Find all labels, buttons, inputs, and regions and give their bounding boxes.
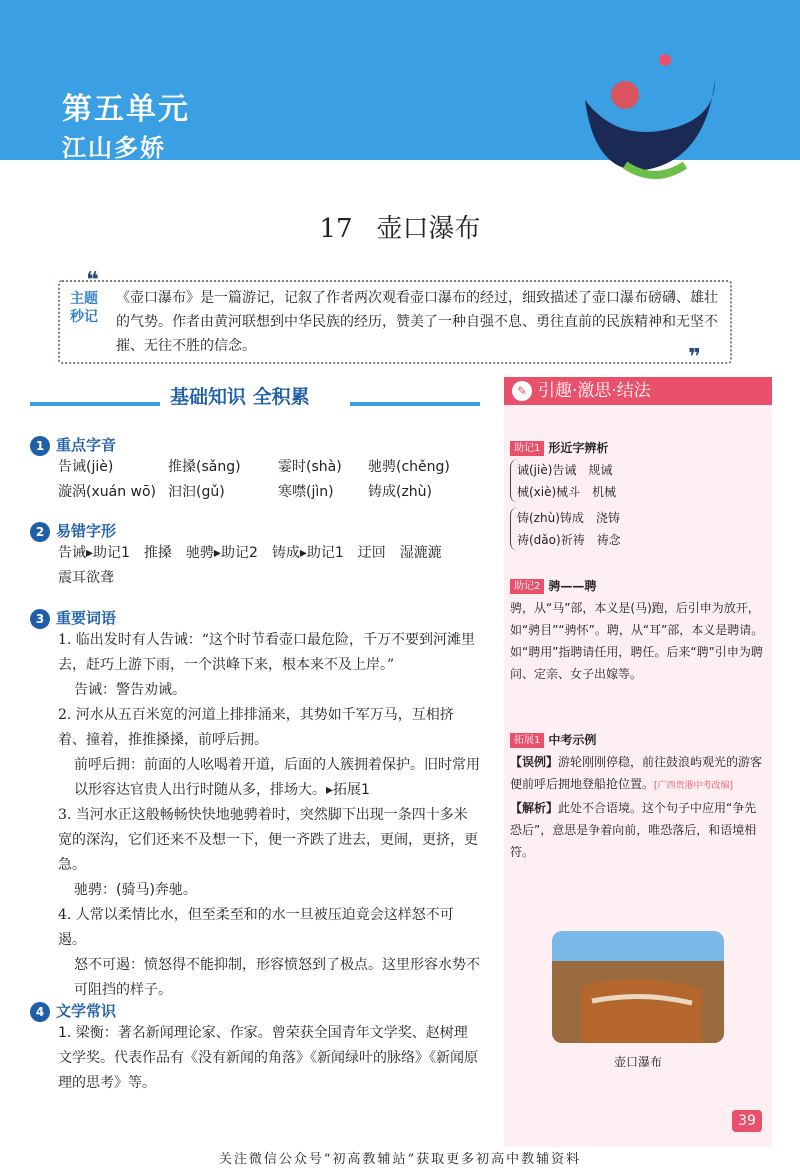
pronunciation-grid: 告诫(jiè) 推搡(sǎng) 霎时(shà) 驰骋(chěng) 漩涡(xuán wō) 汩汩(gǔ) 寒噤(jìn) 铸成(zhù) xyxy=(58,459,450,500)
section-bar xyxy=(30,382,480,408)
summary-tag: 主题秒记 xyxy=(70,291,98,325)
close-quote-icon: ❞ xyxy=(688,345,701,370)
whale-illustration xyxy=(565,40,725,190)
footer-note: 关注微信公众号“初高教辅站”获取更多初高中教辅资料 xyxy=(218,1152,582,1167)
unit-title: 第五单元 xyxy=(62,92,190,127)
s4-heading: 4 文学常识 xyxy=(30,1000,116,1022)
sidebar-head-icon: ✎ xyxy=(512,381,532,401)
s3-heading: 3 重要词语 xyxy=(30,607,116,629)
section-title: 基础知识 全积累 xyxy=(170,386,310,408)
right-sidebar xyxy=(504,377,772,1147)
sidebar-header: ✎ 引趣·激思·结法 xyxy=(504,377,772,405)
summary-text: 《壶口瀑布》是一篇游记，记叙了作者两次观看壶口瀑布的经过，细致描述了壶口瀑布磅礴、雄壮的气势。作者由黄河联想到中华民族的经历，赞美了一种自强不息、勇往直前的民族精神和无坚不摧、无往不胜的信念。 xyxy=(116,290,718,354)
photo-caption: 壶口瀑布 xyxy=(613,1055,662,1069)
page-number: 39 xyxy=(732,1110,762,1132)
vocab-list: 1. 临出发时有人告诫：“这个时节看壶口最危险，千万不要到河滩里去，赶巧上游下雨，一个洪峰下来，根本来不及上岸。” 告诫：警告劝诫。 2. 河水从五百米宽的河道上排排涌来，其势如千军万马，互相挤着、撞着，推推搡搡，前呼后拥。 前呼后拥：前面的人吆喝着开道，后面的人簇拥着保护。旧时常用以形容达官贵人出行时随从多，排场大。▸拓展1 3. 当河水正这般畅畅快快地驰骋着时，突然脚下出现一条四十多米宽的深沟，它们还来不及想一下，便一齐跌了进去，更闹，更挤，更急。 驰骋：(骑马)奔驰。 4. 人常以柔情比水，但至柔至和的水一旦被压迫竟会这样怒不可遏。 怒不可遏：愤怒得不能抑制，形容愤怒到了极点。这里形容水势不可阻挡的样子。 xyxy=(58,632,480,998)
theme-summary-box xyxy=(58,280,732,364)
unit-theme: 江山多娇 xyxy=(62,134,166,162)
open-quote-icon: ❝ xyxy=(86,268,99,293)
note2: 助记2 骋——聘 骋，从“马”部，本义是(马)跑，后引申为放开，如“骋目”“骋怀”。聘，从“耳”部，本义是聘请。如“聘用”指聘请任用，聘任。后来“聘”引申为聘问、定亲、女子出嫁等。 xyxy=(510,579,764,681)
lesson-title: 17 壶口瀑布 xyxy=(319,214,481,244)
easy-wrong-words: 告诫▸助记1 推搡 驰骋▸助记2 铸成▸助记1 迂回 湿漉漉 震耳欲聋 xyxy=(58,545,442,586)
waterfall-photo xyxy=(552,931,724,1043)
note1: 助记1 形近字辨析 诫(jiè)告诫 规诫 械(xiè)械斗 机械 铸(zhù)铸成 浇铸 祷(dǎo)祈祷 祷念 xyxy=(510,437,766,551)
s2-heading: 2 易错字形 xyxy=(30,520,116,542)
s1-heading: 1 重点字音 xyxy=(30,434,116,456)
literary-knowledge: 1. 梁衡：著名新闻理论家、作家。曾荣获全国青年文学奖、赵树理文学奖。代表作品有《没有新闻的角落》《新闻绿叶的脉络》《新闻原理的思考》等。 xyxy=(58,1025,478,1091)
extension: 拓展1 中考示例 【误例】游轮刚刚停稳，前往鼓浪屿观光的游客便前呼后拥地登船抢位置。[广西贵港中考改编] 【解析】此处不合语境。这个句子中应用“争先恐后”，意思是争着向前，唯恐落后，和语境相符。 xyxy=(510,733,763,859)
